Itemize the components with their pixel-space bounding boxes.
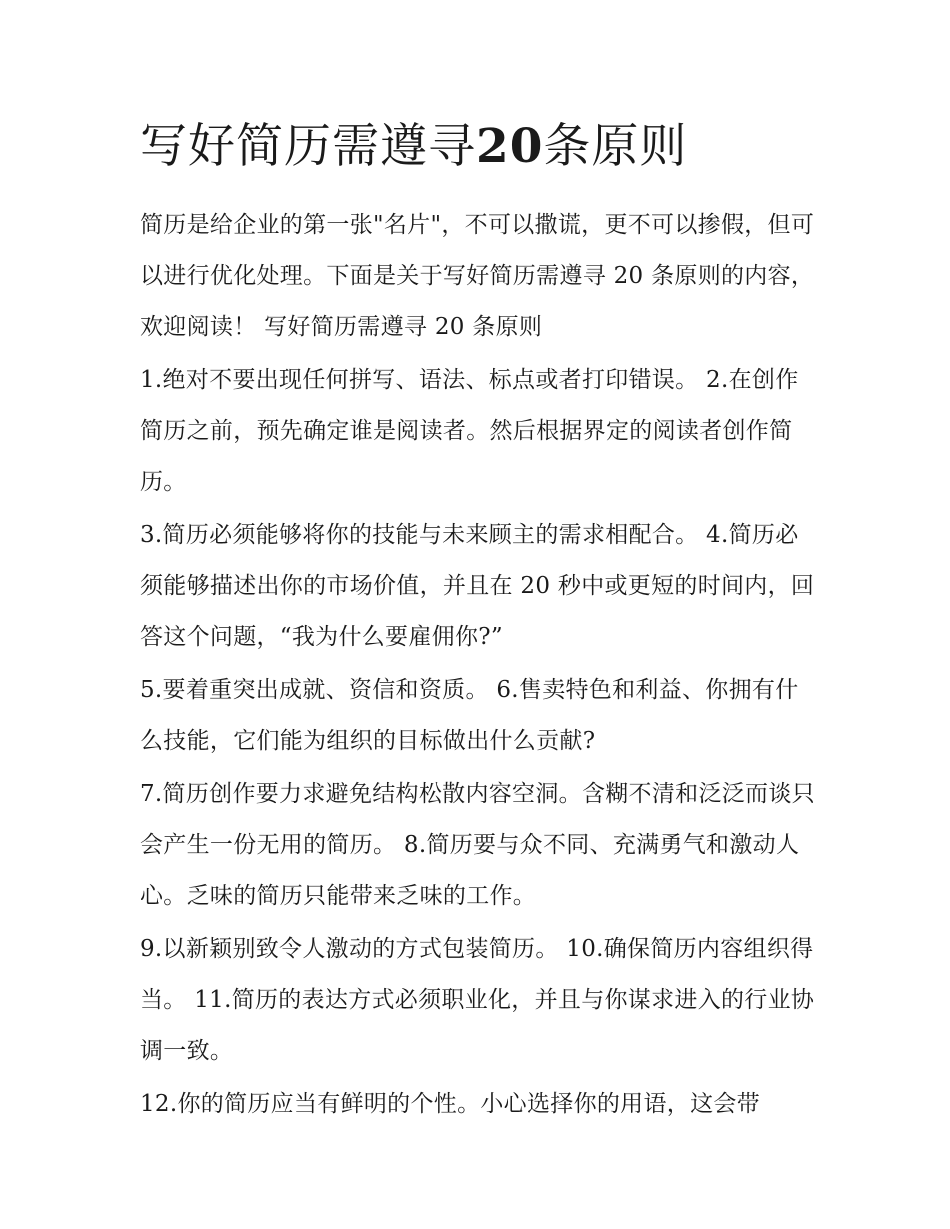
title-text-before: 写好简历需遵寻 xyxy=(140,119,476,174)
paragraph-rules-3-4: 3.简历必须能够将你的技能与未来顾主的需求相配合。 4.简历必须能够描述出你的市场价值，并且在 20 秒中或更短的时间内，回答这个问题，“我为什么要雇佣你?” xyxy=(140,522,815,650)
paragraph-rule-12: 12.你的简历应当有鲜明的个性。小心选择你的用语，这会带 xyxy=(140,1091,760,1117)
title-text-after: 条原则 xyxy=(543,119,688,174)
paragraph-rules-9-11: 9.以新颖别致令人激动的方式包装简历。 10.确保简历内容组织得当。 11.简历的表达方式必须职业化，并且与你谋求进入的行业协调一致。 xyxy=(140,936,815,1064)
paragraph-rules-5-6: 5.要着重突出成就、资信和资质。 6.售卖特色和利益、你拥有什么技能，它们能为组织的目标做出什么贡献? xyxy=(140,677,799,754)
paragraph-intro: 简历是给企业的第一张"名片"，不可以撒谎，更不可以掺假，但可以进行优化处理。下面是关于写好简历需遵寻 20 条原则的内容，欢迎阅读！ 写好简历需遵寻 20 条原则 xyxy=(140,212,815,340)
document-title xyxy=(140,112,820,182)
paragraph-rules-1-2: 1.绝对不要出现任何拼写、语法、标点或者打印错误。 2.在创作简历之前，预先确定谁是阅读者。然后根据界定的阅读者创作简历。 xyxy=(140,367,799,495)
document-body xyxy=(140,200,820,1130)
paragraph-rules-7-8: 7.简历创作要力求避免结构松散内容空洞。含糊不清和泛泛而谈只会产生一份无用的简历。 8.简历要与众不同、充满勇气和激动人心。乏味的简历只能带来乏味的工作。 xyxy=(140,781,815,909)
title-number: 20 xyxy=(476,119,544,174)
